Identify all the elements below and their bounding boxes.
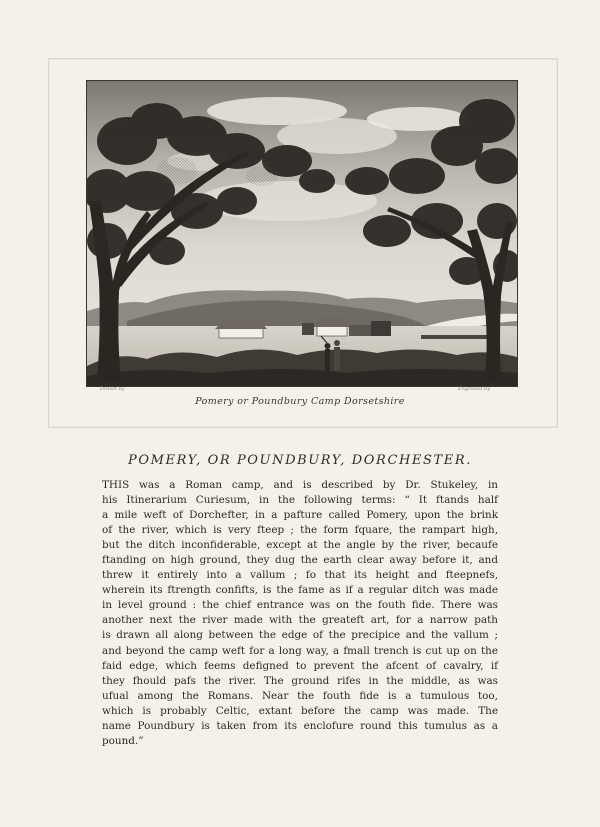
body-line: THIS was a Roman camp, and is described by Dr. Stukeley, in <box>102 479 498 491</box>
engraving-credit-left: Drawn by <box>100 386 125 392</box>
body-line: pound.” <box>102 734 144 747</box>
body-line: of the river, which is very fteep ; the form fquare, the rampart high, <box>102 524 498 537</box>
engraving-illustration <box>86 80 518 387</box>
body-line: name Poundbury is taken from its enclofure round this tumulus as a <box>102 719 498 732</box>
body-line: threw it entirely into a vallum ; fo that its height and fteepnefs, <box>102 569 498 582</box>
body-line: wherein its ftrength confifts, is the fame as if a regular ditch was made <box>102 584 498 597</box>
body-line: and beyond the camp weft for a long way, a fmall trench is cut up on the <box>102 644 498 657</box>
body-line: a mile weft of Dorchefter, in a pafture called Pomery, upon the brink <box>102 509 498 522</box>
body-line: but the ditch inconfiderable, except at the angle by the river, becaufe <box>102 539 498 552</box>
body-line: which is probably Celtic, extant before the camp was made. The <box>102 704 498 717</box>
body-line: another next the river made with the greateft art, for a narrow path <box>102 614 498 627</box>
plate-caption: Pomery or Poundbury Camp Dorsetshire <box>195 396 405 407</box>
body-line: they fhould pafs the river. The ground rifes in the middle, as was <box>102 674 498 687</box>
article-title: POMERY, OR POUNDBURY, DORCHESTER. <box>128 453 472 468</box>
body-line: ufual among the Romans. Near the fouth fide is a tumulous too, <box>102 689 498 702</box>
body-line: is drawn all along between the edge of the precipice and the vallum ; <box>102 629 498 642</box>
body-line: faid edge, which feems defigned to prevent the afcent of cavalry, if <box>102 659 498 672</box>
article-body <box>102 478 498 749</box>
engraving-credit-right: Engraved by <box>458 386 491 392</box>
body-line: ftanding on high ground, they dug the earth clear away before it, and <box>102 554 498 567</box>
body-line: in level ground : the chief entrance was on the fouth fide. There was <box>102 599 498 612</box>
body-line: his Itinerarium Curiesum, in the following terms: “ It ftands half <box>102 494 498 507</box>
